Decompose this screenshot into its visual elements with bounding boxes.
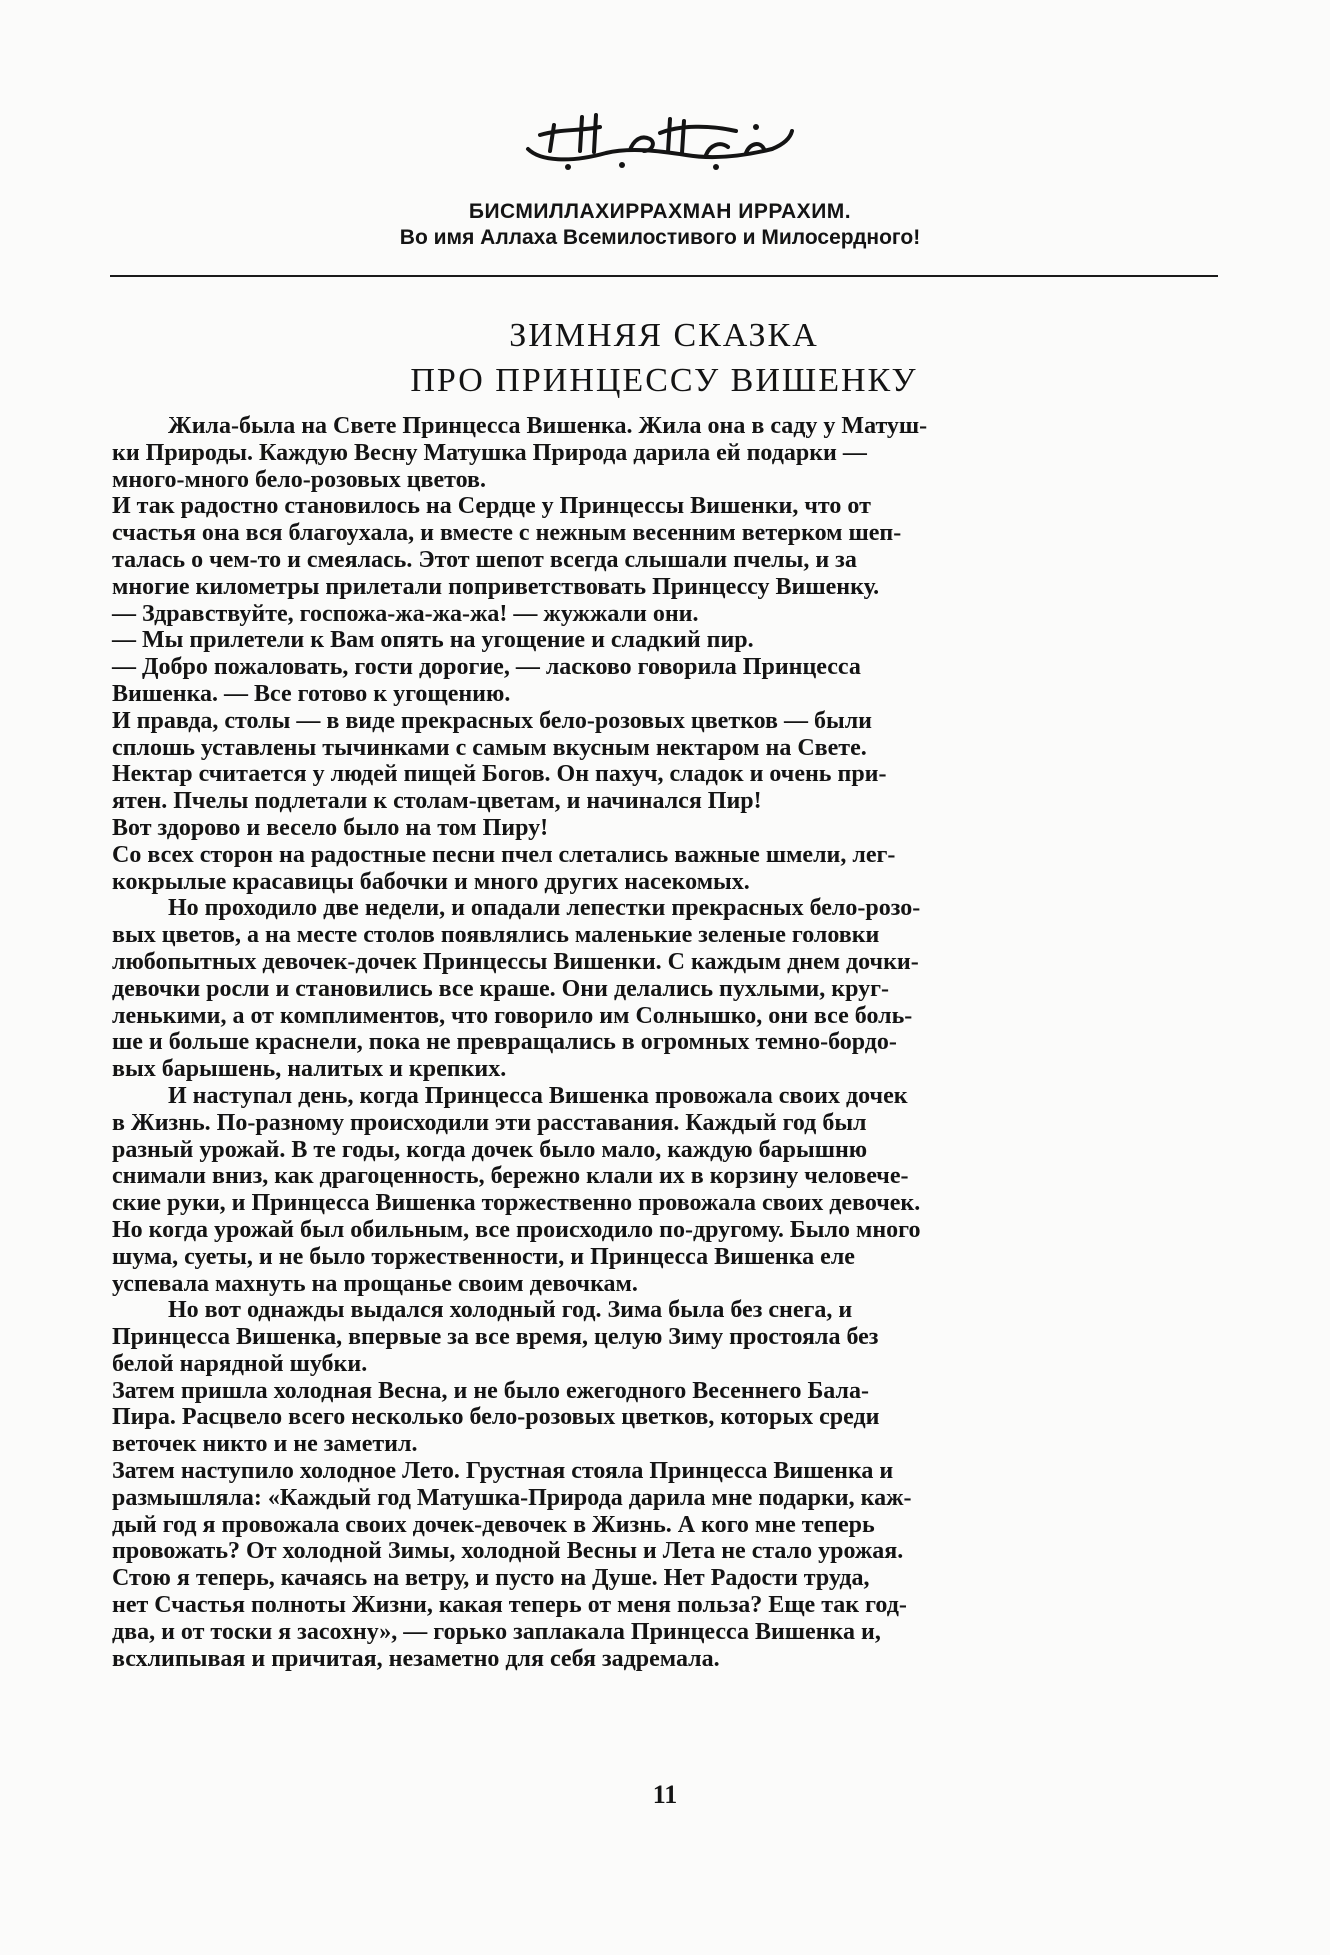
story-body bbox=[112, 413, 1217, 1672]
paragraph-2: И так радостно становилось на Сердце у Принцессы Вишенки, что от счастья она вся благоухала, и вместе с нежным весенним ветерком шеп- талась о чем-то и смеялась. Этот шепот всегда слышали пчелы, и за многие километры прилетали поприветствовать Принцессу Вишенку. bbox=[112, 493, 902, 600]
paragraph-6: И правда, столы — в виде прекрасных бело-розовых цветков — были сплошь уставлены тычинками с самым вкусным нектаром на Свете. Нектар считается у людей пищей Богов. Он пахуч, сладок и очень при- ятен. Пчелы подлетали к столам-цветам, и начинался Пир! bbox=[112, 707, 887, 815]
basmala-translation: Во имя Аллаха Всемилостивого и Милосердного! bbox=[399, 226, 921, 249]
paragraph-13: Затем наступило холодное Лето. Грустная стояла Принцесса Вишенка и размышляла: «Каждый год Матушка-Природа дарила мне подарки, каж- дый год я провожала своих дочек-девочек в Жизнь. А кого мне теперь провожать? От холодной Зимы, холодной Весны и Лета не стало урожая. Стою я теперь, качаясь на ветру, и пусто на Душе. Нет Радости труда, нет Счастья полноты Жизни, какая теперь от меня польза? Еще так год- два, и от тоски я засохну», — горько заплакала Принцесса Вишенка и, всхлипывая и причитая, незаметно для себя задремала. bbox=[112, 1458, 912, 1672]
paragraph-4: — Мы прилетели к Вам опять на угощение и сладкий пир. bbox=[112, 627, 754, 654]
paragraph-1: Жила-была на Свете Принцесса Вишенка. Жила она в саду у Матуш- ки Природы. Каждую Весну Матушка Природа дарила ей подарки — много-много бело-розовых цветов. bbox=[112, 413, 928, 493]
basmala-transliteration: БИСМИЛЛАХИРРАХМАН ИРРАХИМ. bbox=[468, 200, 852, 223]
paragraph-5: — Добро пожаловать, гости дорогие, — ласково говорила Принцесса Вишенка. — Все готово к угощению. bbox=[112, 654, 861, 707]
paragraph-10: И наступал день, когда Принцесса Вишенка провожала своих дочек в Жизнь. По-разному происходили эти расставания. Каждый год был разный урожай. В те годы, когда дочек было мало, каждую барышню снимали вниз, как драгоценность, бережно клали их в корзину человече- ские руки, и Принцесса Вишенка торжественно провожала своих девочек. Но когда урожай был обильным, все происходило по-другому. Было много шума, суеты, и не было торжественности, и Принцесса Вишенка еле успевала махнуть на прощанье своим девочкам. bbox=[112, 1082, 921, 1297]
page-number: 11 bbox=[652, 1780, 678, 1809]
header-divider bbox=[110, 275, 1218, 277]
basmala-header bbox=[95, 105, 1225, 251]
paragraph-12: Затем пришла холодная Весна, и не было ежегодного Весеннего Бала- Пира. Расцвело всего несколько бело-розовых цветков, которых среди веточек никто и не заметил. bbox=[112, 1377, 880, 1458]
paragraph-7: Вот здорово и весело было на том Пиру! bbox=[112, 814, 549, 841]
story-title-line-2: ПРО ПРИНЦЕССУ ВИШЕНКУ bbox=[410, 362, 918, 399]
story-title-line-1: ЗИМНЯЯ СКАЗКА bbox=[509, 317, 819, 354]
paragraph-3: — Здравствуйте, госпожа-жа-жа-жа! — жужжали они. bbox=[112, 600, 699, 627]
paragraph-11: Но вот однажды выдался холодный год. Зима была без снега, и Принцесса Вишенка, впервые за все время, целую Зиму простояла без белой нарядной шубки. bbox=[112, 1297, 879, 1377]
story-title bbox=[110, 313, 1218, 403]
paragraph-9: Но проходило две недели, и опадали лепестки прекрасных бело-розо- вых цветов, а на месте столов появлялись маленькие зеленые головки любопытных девочек-дочек Принцессы Вишенки. С каждым днем дочки- девочки росли и становились все краше. Они делались пухлыми, круг- ленькими, а от комплиментов, что говорило им Солнышко, они все боль- ше и больше краснели, пока не превращались в огромных темно-бордо- вых барышень, налитых и крепких. bbox=[112, 895, 921, 1083]
basmala-calligraphy-icon bbox=[510, 105, 810, 177]
paragraph-8: Со всех сторон на радостные песни пчел слетались важные шмели, лег- кокрылые красавицы бабочки и много других насекомых. bbox=[112, 841, 896, 895]
